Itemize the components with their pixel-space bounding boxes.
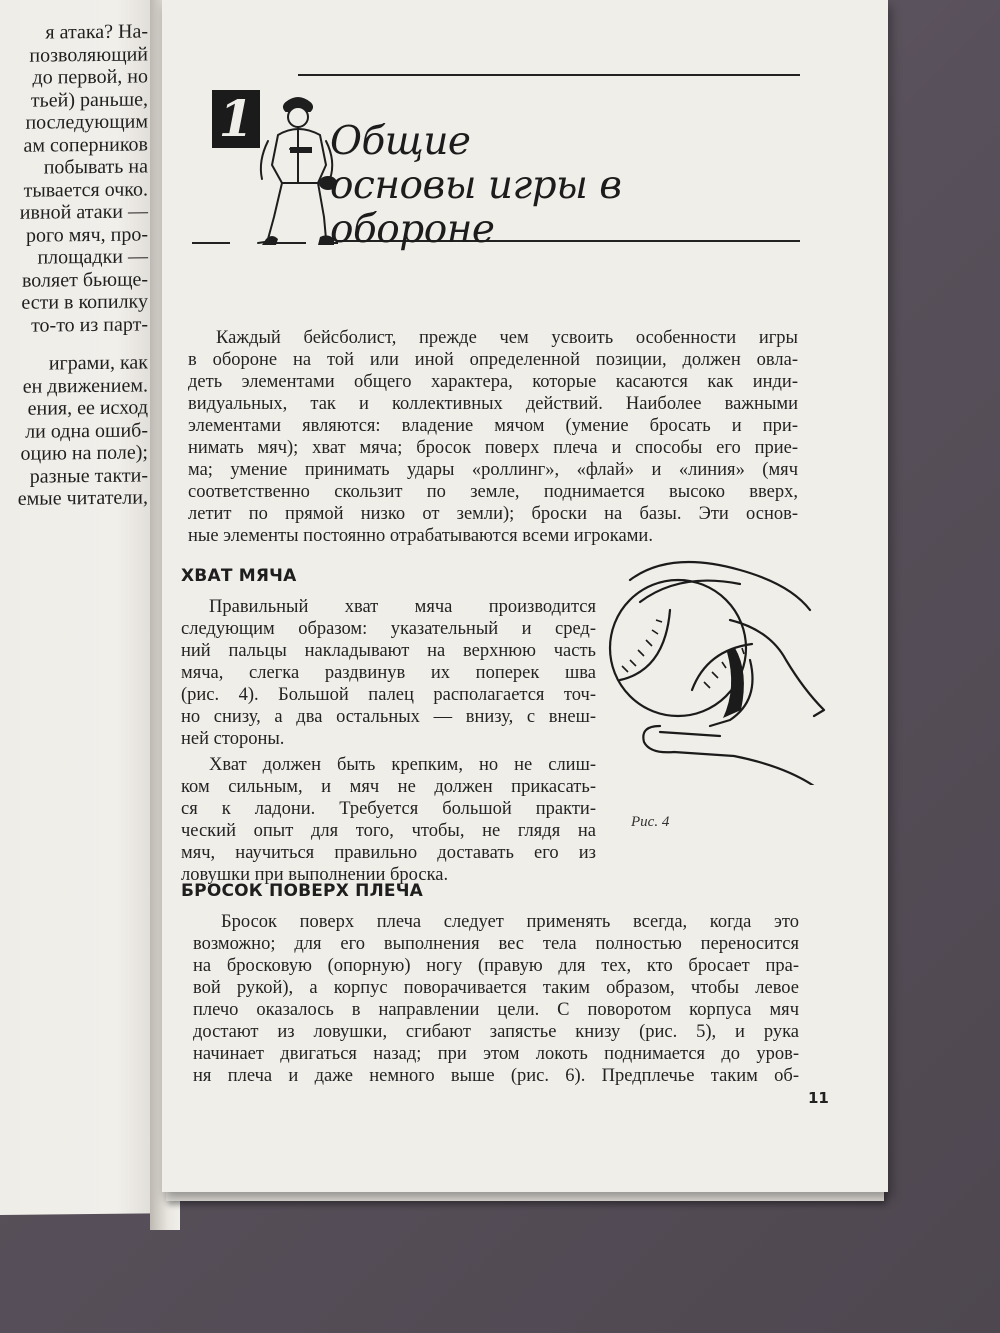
chapter-number: 1 [212,90,260,148]
page-number: 11 [808,1089,829,1107]
text-line: тывается очко. [23,177,148,202]
text-line: Хват должен быть крепким, но не слиш- [209,755,596,775]
text-line: ен движением. [22,373,148,398]
overhand-throw-paragraph [193,911,799,1087]
text-line: ести в копилку [21,290,148,314]
text-line: видуальных, так и коллективных действий. Наиболее важными [188,394,798,414]
text-line: ам соперников [23,132,148,157]
text-line: но снизу, а два остальных — внизу, с внеш- [181,707,596,727]
text-line: то-то из парт- [31,312,148,337]
text-line: следующим образом: указательный и сред- [181,619,596,639]
previous-page-text [0,20,148,512]
text-line: площадки — [37,245,148,269]
text-line: тьей) раньше, [30,87,148,112]
section-heading-grip: ХВАТ МЯЧА [181,566,297,586]
text-line: играми, как [48,351,148,375]
text-line: воляет бьюще- [21,267,148,292]
text-line: рого мяч, про- [26,222,148,247]
text-line: я атака? На- [45,20,148,44]
text-line: позволяющий [29,42,148,67]
text-line: ли одна ошиб- [25,418,148,443]
text-line: летит по прямой низко от земли); броски на базы. Эти основ- [188,504,798,524]
text-line: ловушки при выполнении броска. [181,865,449,885]
text-line: (рис. 4). Большой палец располагается точ- [181,685,596,705]
text-line: ня плеча и даже немного выше (рис. 6). Предплечье таким об- [193,1066,799,1086]
header-rule-top [298,74,800,76]
chapter-title [330,120,790,252]
text-line: емые читатели, [17,486,148,510]
grip-paragraph [181,596,596,886]
text-line: последующим [25,110,148,134]
text-line: побывать на [43,155,148,179]
text-line: ивной атаки — [19,200,148,224]
text-line: ком сильным, и мяч не должен прикасать- [181,777,596,797]
baseball-player-illustration [238,85,338,250]
text-line: начинает двигаться назад; при этом локоть поднимается до уров- [193,1044,799,1064]
text-line: соответственно скользит по земле, поднимается высоко вверх, [188,482,798,502]
text-line: оцию на поле); [20,441,148,465]
text-line: ма; умение принимать удары «роллинг», «флай» и «линия» (мяч [188,460,798,480]
chapter-title-line1: Общие [330,119,471,164]
text-line: ся к ладони. Требуется большой практи- [181,799,596,819]
text-line: мяча, слегка раздвинув их поперек шва [181,663,596,683]
text-line: разные такти- [29,463,148,488]
section-heading-overhand-throw: БРОСОК ПОВЕРХ ПЛЕЧА [181,881,423,901]
intro-paragraph [188,327,798,547]
text-line: достают из ловушки, сгибают запястье книзу (рис. 5), и рука [193,1022,799,1042]
text-line: Каждый бейсболист, прежде чем усвоить особенности игры [216,328,798,348]
text-line: вой рукой), а корпус поворачивается таким образом, чтобы левое [193,978,799,998]
text-line: ения, ее исход [27,396,148,420]
text-line: до первой, но [32,65,148,89]
text-line: в обороне на той или иной определенной позиции, должен овла- [188,350,798,370]
text-line: ней стороны. [181,729,285,749]
text-line: Бросок поверх плеча следует применять всегда, когда это [221,912,799,932]
chapter-title-line2: основы игры в обороне [330,163,622,252]
text-line: ные элементы постоянно отрабатываются всеми игроками. [188,526,653,546]
text-line: возможно; для его выполнения вес тела полностью переносится [193,934,799,954]
figure-caption: Рис. 4 [631,814,670,830]
text-line: плечо оказалось в направлении цели. С поворотом корпуса мяч [193,1000,799,1020]
text-line: ний пальцы накладывают на верхнюю часть [181,641,596,661]
text-line: на бросковую (опорную) ногу (правую для тех, кто бросает пра- [193,956,799,976]
header-rule-bottom-dash [192,242,230,244]
text-line: нимать мяч); хват мяча; бросок поверх плеча и способы его прие- [188,438,798,458]
text-line: Правильный хват мяча производится [209,597,596,617]
text-line: элементами являются: владение мячом (умение бросать и при- [188,416,798,436]
text-line: деть элементами общего характера, которые касаются как инди- [188,372,798,392]
text-line: мяч, научиться правильно доставать его из [181,843,596,863]
previous-page [0,0,168,1215]
ball-grip-illustration [600,560,835,785]
text-line: ческий опыт для того, чтобы, не глядя на [181,821,596,841]
